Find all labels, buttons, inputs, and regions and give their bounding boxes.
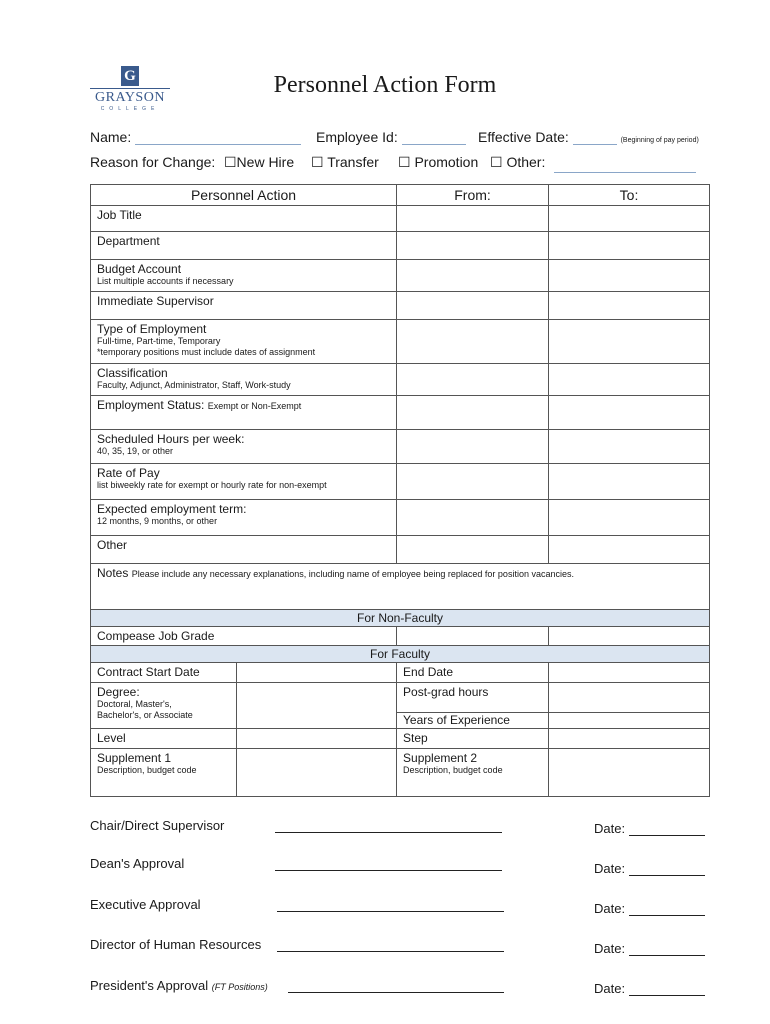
supervisor-from[interactable] [397,292,549,320]
other-checkbox[interactable]: ☐ Other: [490,154,546,170]
table-row [91,260,710,292]
effective-date-field-group [478,128,699,145]
table-row [91,536,710,564]
row-hint: 40, 35, 19, or other [97,446,174,456]
personnel-action-table [90,184,710,797]
table-row [91,729,710,749]
president-date-line[interactable] [629,995,705,996]
effective-date-note: (Beginning of pay period) [620,137,699,144]
dean-signature-line[interactable] [275,870,502,871]
compease-from[interactable] [397,627,549,646]
supplement2-hint: Description, budget code [403,765,503,775]
name-field-group [90,128,301,145]
dean-date-group [594,861,705,876]
row-label: Classification [97,366,168,380]
row-hint: list biweekly rate for exempt or hourly rate for non-exempt [97,480,327,490]
new-hire-checkbox[interactable]: ☐New Hire [224,154,295,170]
row-label: Rate of Pay [97,466,160,480]
personnel-action-header: Personnel Action [91,185,397,206]
rate-of-pay-to[interactable] [549,464,710,500]
logo-subtitle: COLLEGE [100,106,160,112]
logo-letter: G [121,66,139,86]
table-row [91,396,710,430]
row-hint: Faculty, Adjunct, Administrator, Staff, Work-study [97,380,291,390]
degree-label: Degree: [97,685,140,699]
effective-date-input[interactable] [573,128,617,145]
row-label: Scheduled Hours per week: [97,432,245,446]
supplement2-label: Supplement 2 [403,751,478,765]
supplement2-input[interactable] [549,749,710,797]
end-date-input[interactable] [549,663,710,683]
end-date-label: End Date [397,663,549,683]
compease-to[interactable] [549,627,710,646]
row-label: Budget Account [97,262,182,276]
grayson-logo [90,66,170,116]
name-input[interactable] [135,128,301,145]
reason-label: Reason for Change: [90,154,216,170]
notes-label: Notes [97,566,129,580]
other-to[interactable] [549,536,710,564]
employee-id-label: Employee Id: [316,129,398,145]
post-grad-label: Post-grad hours [397,683,549,713]
supplement1-cell [91,749,237,797]
employment-term-from[interactable] [397,500,549,536]
table-header-row [91,185,710,206]
supplement1-input[interactable] [237,749,397,797]
row-label: Immediate Supervisor [91,292,397,320]
faculty-section-header [91,646,710,663]
employment-term-to[interactable] [549,500,710,536]
transfer-checkbox[interactable]: ☐ Transfer [311,154,379,170]
chair-date-group [594,821,705,836]
executive-date-group [594,901,705,916]
contract-start-label: Contract Start Date [91,663,237,683]
employment-type-to[interactable] [549,320,710,364]
name-label: Name: [90,129,132,145]
contract-start-input[interactable] [237,663,397,683]
executive-signature-label: Executive Approval [90,897,201,912]
employee-id-field-group [316,128,466,145]
job-title-to[interactable] [549,206,710,232]
degree-hint-2: Bachelor's, or Associate [97,710,193,720]
president-date-group [594,981,705,996]
table-row [91,683,710,713]
executive-date-label: Date: [594,901,626,916]
hr-date-label: Date: [594,941,626,956]
logo-wordmark: GRAYSON [95,90,165,105]
president-signature-line[interactable] [288,992,504,993]
row-label: Job Title [91,206,397,232]
row-label: Expected employment term: [97,502,247,516]
promotion-checkbox[interactable]: ☐ Promotion [398,154,479,170]
dean-date-label: Date: [594,861,626,876]
chair-date-line[interactable] [629,835,705,836]
row-label: Type of Employment [97,322,207,336]
other-from[interactable] [397,536,549,564]
degree-input[interactable] [237,683,397,729]
rate-of-pay-cell [91,464,397,500]
employment-status-from[interactable] [397,396,549,430]
table-row [91,206,710,232]
chair-date-label: Date: [594,821,626,836]
row-label: Other [91,536,397,564]
notes-row [91,564,710,610]
step-input[interactable] [549,729,710,749]
non-faculty-header: For Non-Faculty [91,610,710,627]
classification-cell [91,364,397,396]
table-row [91,749,710,797]
notes-cell[interactable] [91,564,710,610]
chair-signature-line[interactable] [275,832,502,833]
employee-id-input[interactable] [402,128,466,145]
chair-signature-label: Chair/Direct Supervisor [90,818,225,833]
table-row [91,627,710,646]
table-row [91,292,710,320]
other-input[interactable] [554,156,696,173]
step-label: Step [397,729,549,749]
hours-cell [91,430,397,464]
president-signature-label: President's Approval [90,978,209,993]
table-row [91,663,710,683]
hours-to[interactable] [549,430,710,464]
employment-status-to[interactable] [549,396,710,430]
department-to[interactable] [549,232,710,260]
department-from[interactable] [397,232,549,260]
employment-type-from[interactable] [397,320,549,364]
executive-signature-line[interactable] [277,911,504,912]
classification-to[interactable] [549,364,710,396]
employment-type-cell [91,320,397,364]
hours-from[interactable] [397,430,549,464]
supplement2-cell [397,749,549,797]
president-note: (FT Positions) [211,982,268,992]
table-row [91,364,710,396]
level-label: Level [91,729,237,749]
table-row [91,500,710,536]
row-label: Employment Status: [97,398,205,412]
hr-director-signature-line[interactable] [277,951,504,952]
supplement1-label: Supplement 1 [97,751,172,765]
dean-date-line[interactable] [629,875,705,876]
job-title-from[interactable] [397,206,549,232]
row-hint: Exempt or Non-Exempt [207,401,302,411]
logo-rule [90,88,170,89]
level-input[interactable] [237,729,397,749]
supplement1-hint: Description, budget code [97,765,197,775]
dean-signature-label: Dean's Approval [90,856,185,871]
to-header: To: [549,185,710,206]
row-hint: List multiple accounts if necessary [97,276,234,286]
table-row [91,320,710,364]
supervisor-to[interactable] [549,292,710,320]
employment-term-cell [91,500,397,536]
degree-hint: Doctoral, Master's, [97,699,172,709]
compease-label: Compease Job Grade [91,627,397,646]
years-experience-input[interactable] [549,713,710,729]
from-header: From: [397,185,549,206]
hr-date-line[interactable] [629,955,705,956]
effective-date-label: Effective Date: [478,129,569,145]
employment-status-cell [91,396,397,430]
table-row [91,464,710,500]
budget-account-from[interactable] [397,260,549,292]
row-label: Department [91,232,397,260]
row-hint: Full-time, Part-time, Temporary [97,336,221,346]
table-row [91,232,710,260]
notes-instructions: Please include any necessary explanations, including name of employee being replaced for position vacancies. [131,569,574,579]
president-date-label: Date: [594,981,626,996]
page-title: Personnel Action Form [273,72,497,98]
executive-date-line[interactable] [629,915,705,916]
president-signature-group [90,978,268,993]
post-grad-input[interactable] [549,683,710,713]
non-faculty-section-header [91,610,710,627]
years-experience-label: Years of Experience [397,713,549,729]
faculty-header: For Faculty [91,646,710,663]
budget-account-cell [91,260,397,292]
hr-date-group [594,941,705,956]
rate-of-pay-from[interactable] [397,464,549,500]
classification-from[interactable] [397,364,549,396]
hr-director-signature-label: Director of Human Resources [90,937,262,952]
row-hint: 12 months, 9 months, or other [97,516,218,526]
budget-account-to[interactable] [549,260,710,292]
degree-cell [91,683,237,729]
table-row [91,430,710,464]
row-hint-2: *temporary positions must include dates of assignment [97,347,316,357]
